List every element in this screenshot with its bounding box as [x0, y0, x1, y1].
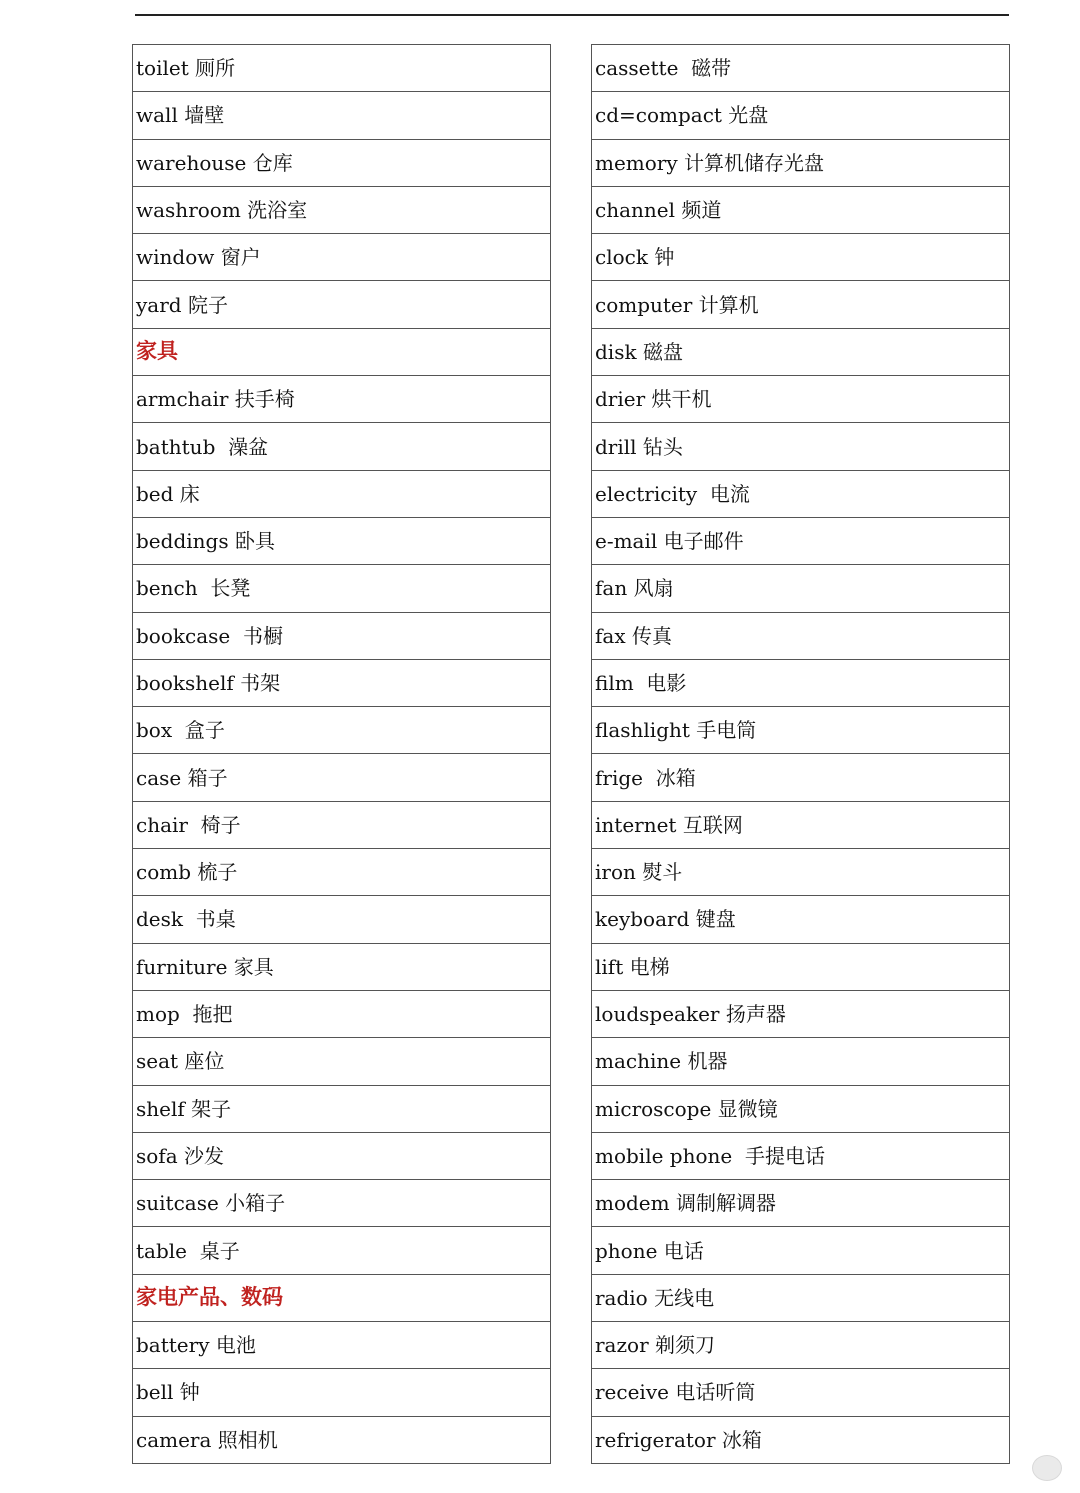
section-heading: 家具 — [133, 328, 551, 375]
table-row — [133, 1416, 551, 1463]
table-row — [133, 281, 551, 328]
vocab-entry: mobile phone 手提电话 — [592, 1132, 1010, 1179]
vocab-entry: chair 椅子 — [133, 801, 551, 848]
table-row — [592, 186, 1010, 233]
table-row — [133, 1369, 551, 1416]
table-row — [592, 707, 1010, 754]
vocab-entry: bathtub 澡盆 — [133, 423, 551, 470]
vocab-entry: keyboard 键盘 — [592, 896, 1010, 943]
table-row — [592, 470, 1010, 517]
vocab-entry: microscope 显微镜 — [592, 1085, 1010, 1132]
vocab-entry: battery 电池 — [133, 1322, 551, 1369]
table-row — [133, 1085, 551, 1132]
table-row — [133, 92, 551, 139]
vocab-entry: furniture 家具 — [133, 943, 551, 990]
table-row — [592, 139, 1010, 186]
section-heading: 家电产品、数码 — [133, 1274, 551, 1321]
vocab-entry: channel 频道 — [592, 186, 1010, 233]
table-row — [133, 470, 551, 517]
vocab-entry: electricity 电流 — [592, 470, 1010, 517]
table-row — [592, 328, 1010, 375]
table-row — [592, 517, 1010, 564]
vocab-entry: window 窗户 — [133, 234, 551, 281]
table-row — [592, 754, 1010, 801]
vocab-entry: wall 墙壁 — [133, 92, 551, 139]
table-row — [592, 1416, 1010, 1463]
table-row — [133, 1038, 551, 1085]
vocab-entry: computer 计算机 — [592, 281, 1010, 328]
table-row — [133, 659, 551, 706]
table-row — [133, 707, 551, 754]
vocab-entry: memory 计算机储存光盘 — [592, 139, 1010, 186]
vocab-entry: drier 烘干机 — [592, 376, 1010, 423]
table-row — [133, 1180, 551, 1227]
vocab-entry: cd=compact 光盘 — [592, 92, 1010, 139]
table-row — [592, 45, 1010, 92]
table-row — [133, 943, 551, 990]
vocab-entry: case 箱子 — [133, 754, 551, 801]
table-row — [592, 281, 1010, 328]
vocab-entry: flashlight 手电筒 — [592, 707, 1010, 754]
table-row — [592, 234, 1010, 281]
table-row — [133, 139, 551, 186]
vocab-entry: camera 照相机 — [133, 1416, 551, 1463]
vocab-entry: drill 钻头 — [592, 423, 1010, 470]
table-row — [133, 849, 551, 896]
vocab-table-left — [132, 44, 551, 1464]
table-row — [592, 1038, 1010, 1085]
vocab-entry: razor 剃须刀 — [592, 1322, 1010, 1369]
vocab-entry: warehouse 仓库 — [133, 139, 551, 186]
table-row — [592, 612, 1010, 659]
vocab-entry: sofa 沙发 — [133, 1132, 551, 1179]
vocab-entry: toilet 厕所 — [133, 45, 551, 92]
table-row — [592, 565, 1010, 612]
vocab-entry: phone 电话 — [592, 1227, 1010, 1274]
vocab-entry: cassette 磁带 — [592, 45, 1010, 92]
vocab-entry: clock 钟 — [592, 234, 1010, 281]
vocab-entry: bookcase 书橱 — [133, 612, 551, 659]
vocab-entry: bed 床 — [133, 470, 551, 517]
vocab-entry: e-mail 电子邮件 — [592, 517, 1010, 564]
table-row — [133, 801, 551, 848]
vocab-entry: comb 梳子 — [133, 849, 551, 896]
vocab-entry: fan 风扇 — [592, 565, 1010, 612]
vocab-entry: receive 电话听筒 — [592, 1369, 1010, 1416]
table-row — [133, 1132, 551, 1179]
table-row — [592, 1227, 1010, 1274]
vocab-entry: yard 院子 — [133, 281, 551, 328]
vocab-entry: suitcase 小箱子 — [133, 1180, 551, 1227]
vocab-entry: radio 无线电 — [592, 1274, 1010, 1321]
table-row — [592, 1322, 1010, 1369]
vocab-entry: table 桌子 — [133, 1227, 551, 1274]
table-row — [133, 376, 551, 423]
vocab-entry: beddings 卧具 — [133, 517, 551, 564]
table-row — [133, 186, 551, 233]
vocab-entry: lift 电梯 — [592, 943, 1010, 990]
vocab-entry: frige 冰箱 — [592, 754, 1010, 801]
vocab-entry: box 盒子 — [133, 707, 551, 754]
table-row — [133, 234, 551, 281]
table-row — [592, 1085, 1010, 1132]
section-row — [133, 328, 551, 375]
table-row — [592, 943, 1010, 990]
vocab-entry: bell 钟 — [133, 1369, 551, 1416]
weibo-logo-icon — [1032, 1455, 1062, 1481]
vocab-entry: shelf 架子 — [133, 1085, 551, 1132]
table-row — [133, 517, 551, 564]
vocab-entry: fax 传真 — [592, 612, 1010, 659]
vocab-entry: machine 机器 — [592, 1038, 1010, 1085]
table-row — [133, 612, 551, 659]
vocab-table-right — [591, 44, 1010, 1464]
section-row — [133, 1274, 551, 1321]
vocab-entry: seat 座位 — [133, 1038, 551, 1085]
vocab-entry: refrigerator 冰箱 — [592, 1416, 1010, 1463]
vocab-entry: loudspeaker 扬声器 — [592, 990, 1010, 1037]
table-row — [133, 1322, 551, 1369]
vocab-entry: film 电影 — [592, 659, 1010, 706]
vocab-entry: iron 熨斗 — [592, 849, 1010, 896]
table-row — [133, 1227, 551, 1274]
table-row — [592, 1369, 1010, 1416]
top-divider-line — [135, 14, 1009, 16]
table-row — [133, 896, 551, 943]
table-row — [133, 990, 551, 1037]
vocab-entry: internet 互联网 — [592, 801, 1010, 848]
table-row — [592, 1274, 1010, 1321]
vocab-entry: washroom 洗浴室 — [133, 186, 551, 233]
watermark — [1032, 1455, 1068, 1481]
table-row — [592, 376, 1010, 423]
table-row — [133, 565, 551, 612]
table-row — [592, 896, 1010, 943]
table-row — [592, 849, 1010, 896]
table-row — [592, 423, 1010, 470]
vocab-entry: modem 调制解调器 — [592, 1180, 1010, 1227]
vocab-entry: desk 书桌 — [133, 896, 551, 943]
vocab-entry: disk 磁盘 — [592, 328, 1010, 375]
table-row — [133, 45, 551, 92]
vocab-entry: armchair 扶手椅 — [133, 376, 551, 423]
vocab-entry: mop 拖把 — [133, 990, 551, 1037]
table-row — [133, 423, 551, 470]
table-row — [592, 801, 1010, 848]
table-row — [592, 92, 1010, 139]
vocab-entry: bench 长凳 — [133, 565, 551, 612]
table-row — [592, 1180, 1010, 1227]
table-row — [592, 1132, 1010, 1179]
vocab-entry: bookshelf 书架 — [133, 659, 551, 706]
table-row — [133, 754, 551, 801]
table-row — [592, 990, 1010, 1037]
table-row — [592, 659, 1010, 706]
